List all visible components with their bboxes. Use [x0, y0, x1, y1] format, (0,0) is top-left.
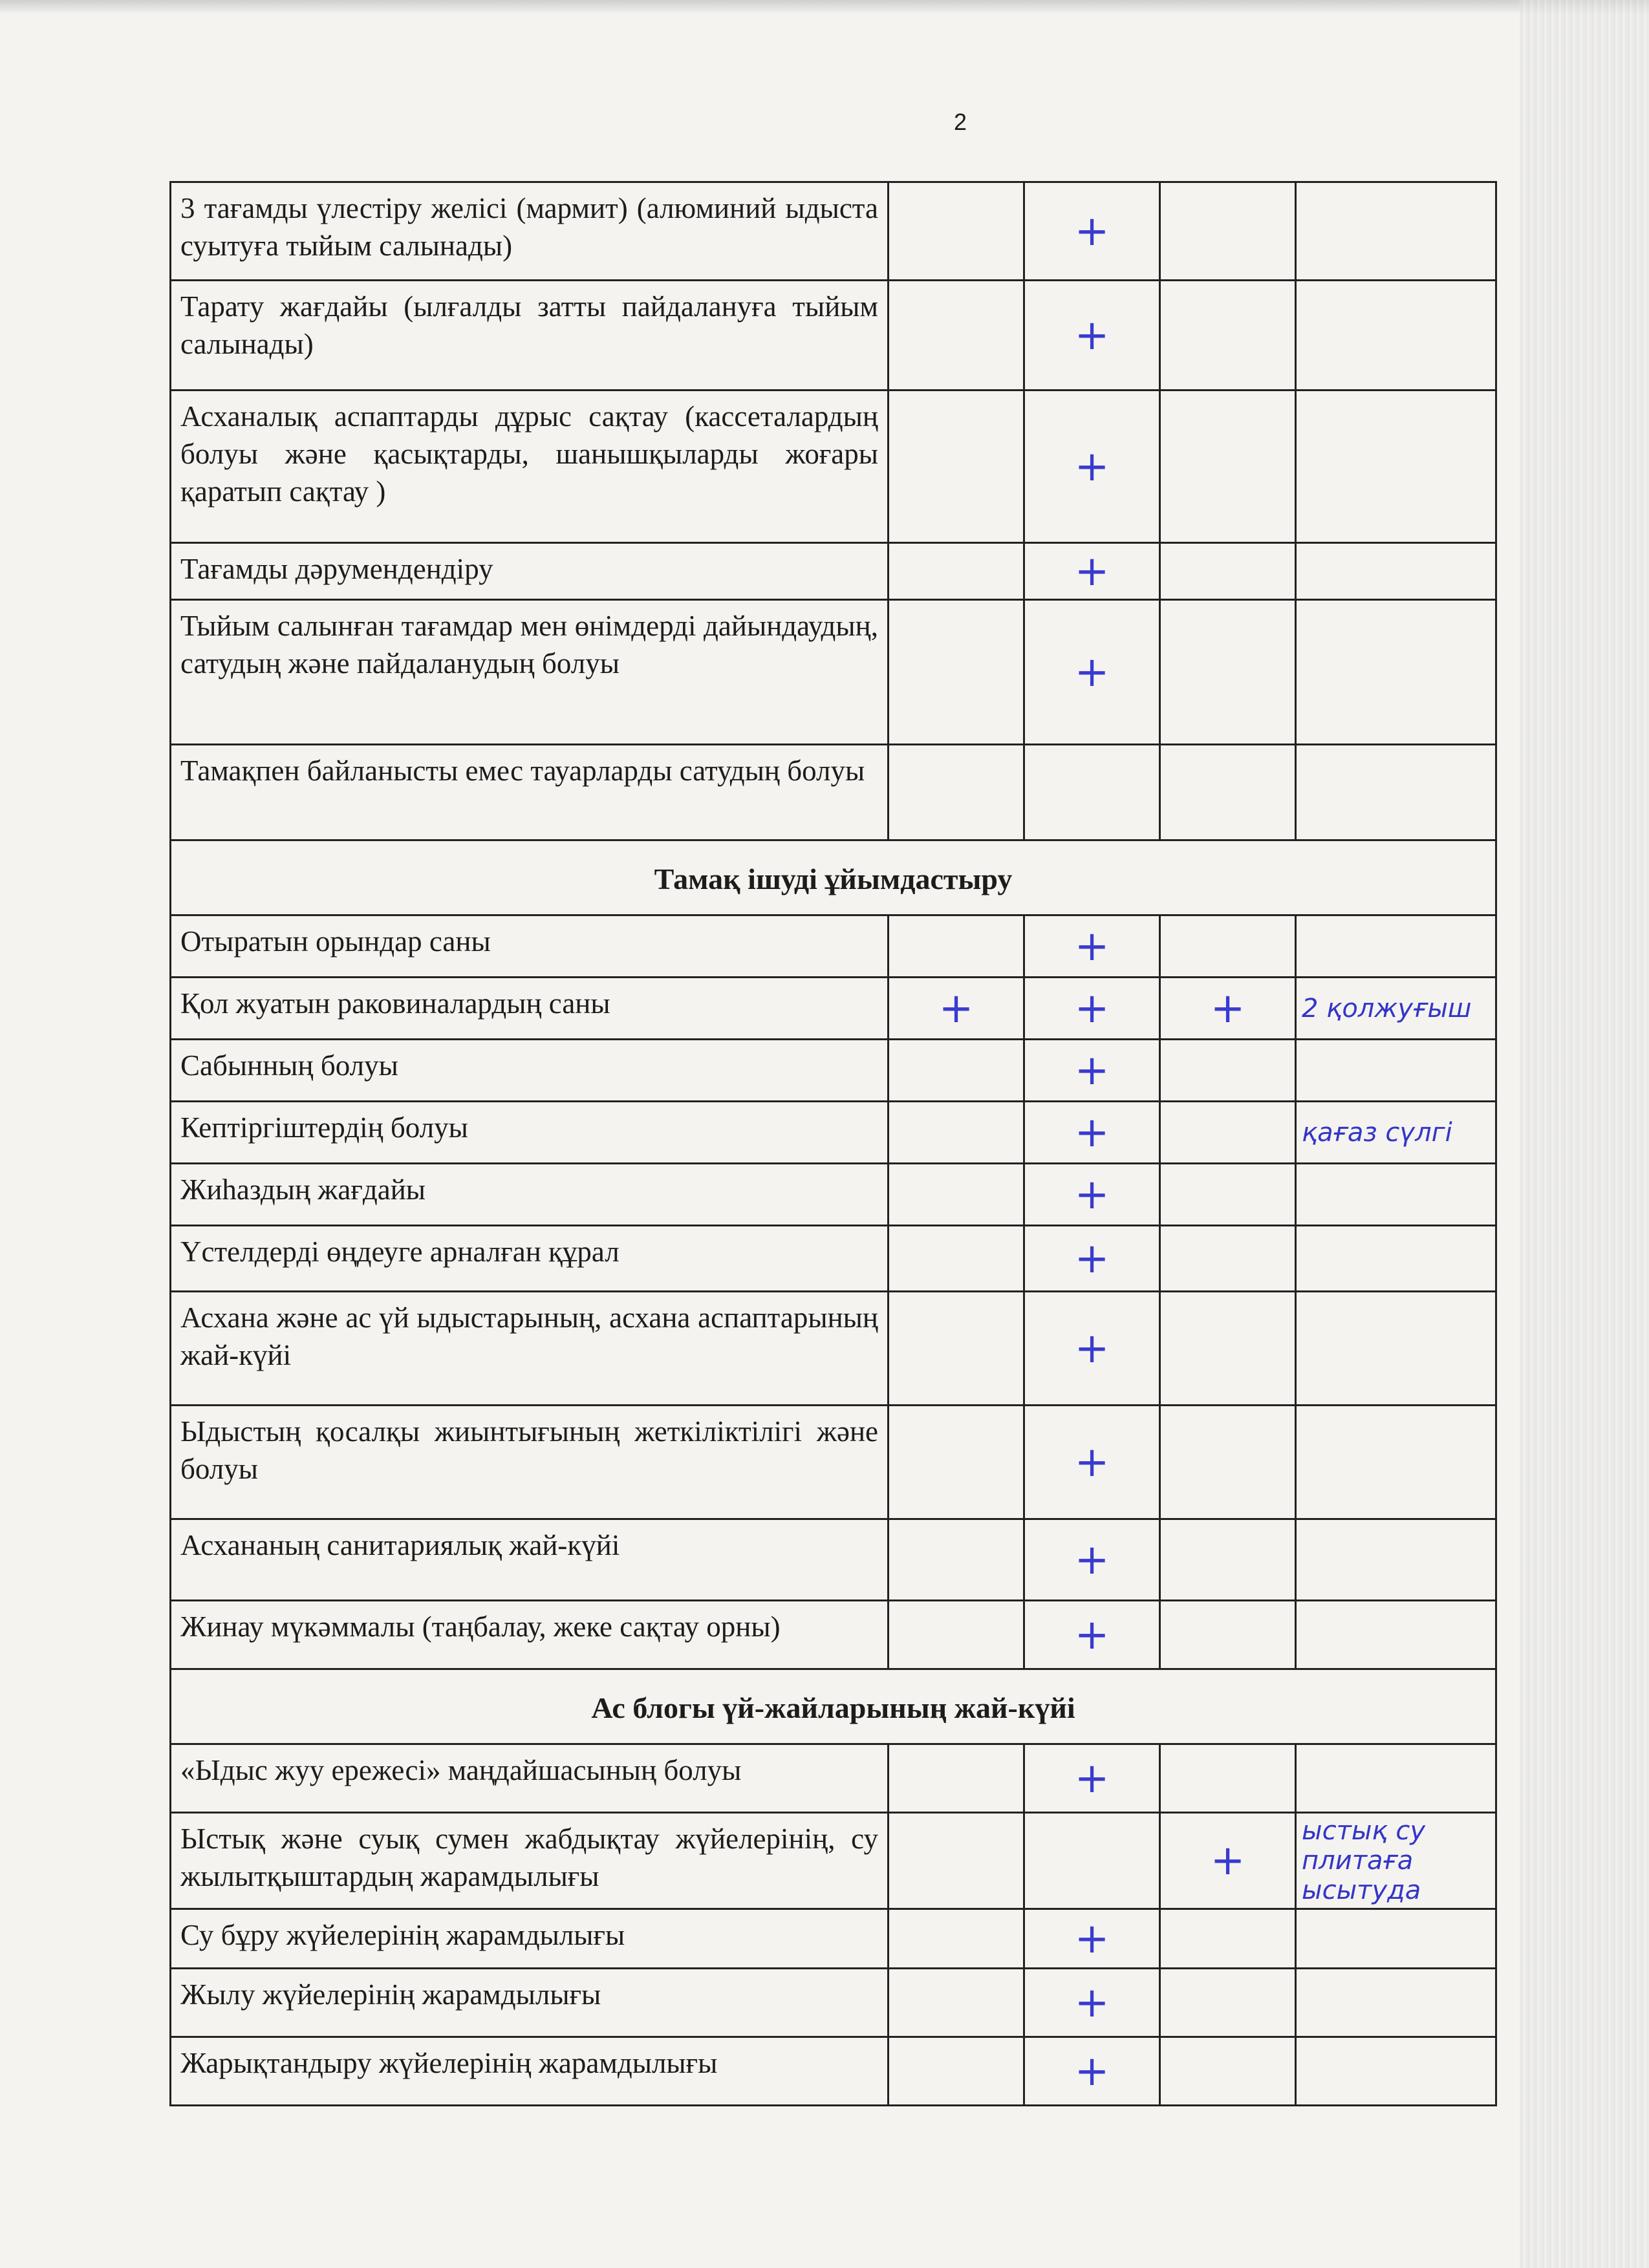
- section-row: [171, 840, 1496, 915]
- criterion-cell: Кептіргіштердің болуы: [171, 1102, 889, 1164]
- table-row: [171, 543, 1496, 600]
- mark-col-1: [889, 1040, 1024, 1102]
- note-cell: [1296, 600, 1496, 745]
- table-row: [171, 1744, 1496, 1813]
- table-row: [171, 1519, 1496, 1601]
- table-row: [171, 182, 1496, 281]
- mark-col-3: [1160, 600, 1296, 745]
- mark-col-1: [889, 600, 1024, 745]
- criterion-cell: Жылу жүйелерінің жарамдылығы: [171, 1969, 889, 2037]
- mark-col-3: [1160, 2037, 1296, 2106]
- note-cell: [1296, 1519, 1496, 1601]
- mark-col-2: +: [1024, 543, 1160, 600]
- mark-col-1: [889, 2037, 1024, 2106]
- note-cell: [1296, 745, 1496, 840]
- table-row: [171, 1909, 1496, 1969]
- note-cell: [1296, 390, 1496, 543]
- mark-col-2: +: [1024, 1226, 1160, 1292]
- mark-col-1: [889, 182, 1024, 281]
- mark-col-1: [889, 745, 1024, 840]
- scan-right-edge: [1520, 0, 1649, 2268]
- mark-col-1: [889, 1102, 1024, 1164]
- mark-col-1: [889, 1406, 1024, 1519]
- section-title-kitchen-premises: Ас блогы үй-жайларының жай-күйі: [171, 1669, 1496, 1744]
- mark-col-3: [1160, 1292, 1296, 1406]
- mark-col-3: [1160, 1164, 1296, 1226]
- table-row: [171, 1040, 1496, 1102]
- criterion-cell: Асхана және ас үй ыдыстарының, асхана аспаптарының жай-күйі: [171, 1292, 889, 1406]
- table-row: [171, 281, 1496, 390]
- note-cell: ыстық су плитаға ысытуда: [1296, 1813, 1496, 1909]
- mark-col-1: [889, 390, 1024, 543]
- mark-col-3: +: [1160, 978, 1296, 1040]
- criterion-cell: Үстелдерді өңдеуге арналған құрал: [171, 1226, 889, 1292]
- table-row: [171, 1601, 1496, 1669]
- criterion-cell: Тамақпен байланысты емес тауарларды сатудың болуы: [171, 745, 889, 840]
- criterion-cell: Сабынның болуы: [171, 1040, 889, 1102]
- mark-col-1: [889, 1813, 1024, 1909]
- mark-col-1: [889, 1164, 1024, 1226]
- note-cell: 2 қолжуғыш: [1296, 978, 1496, 1040]
- table-row: [171, 1813, 1496, 1909]
- criterion-cell: Асхананың санитариялық жай-күйі: [171, 1519, 889, 1601]
- mark-col-2: +: [1024, 1909, 1160, 1969]
- mark-col-3: [1160, 182, 1296, 281]
- mark-col-2: +: [1024, 1406, 1160, 1519]
- criterion-cell: Су бұру жүйелерінің жарамдылығы: [171, 1909, 889, 1969]
- mark-col-2: +: [1024, 1744, 1160, 1813]
- criterion-cell: Қол жуатын раковиналардың саны: [171, 978, 889, 1040]
- mark-col-3: [1160, 390, 1296, 543]
- note-cell: [1296, 915, 1496, 978]
- mark-col-2: +: [1024, 1601, 1160, 1669]
- mark-col-2: +: [1024, 390, 1160, 543]
- mark-col-2: +: [1024, 1969, 1160, 2037]
- mark-col-2: +: [1024, 1102, 1160, 1164]
- mark-col-1: [889, 915, 1024, 978]
- checklist-table: [169, 181, 1497, 2106]
- mark-col-3: +: [1160, 1813, 1296, 1909]
- section-row: [171, 1669, 1496, 1744]
- mark-col-2: +: [1024, 600, 1160, 745]
- note-cell: [1296, 182, 1496, 281]
- criterion-cell: Тағамды дәрумендендіру: [171, 543, 889, 600]
- note-cell: [1296, 543, 1496, 600]
- page-number: 2: [953, 109, 967, 135]
- table-row: [171, 915, 1496, 978]
- mark-col-1: [889, 1601, 1024, 1669]
- note-cell: [1296, 2037, 1496, 2106]
- criterion-cell: Тарату жағдайы (ылғалды затты пайдалануға тыйым салынады): [171, 281, 889, 390]
- mark-col-1: [889, 1292, 1024, 1406]
- mark-col-1: [889, 1226, 1024, 1292]
- criterion-cell: Ыдыстың қосалқы жиынтығының жеткіліктілігі және болуы: [171, 1406, 889, 1519]
- mark-col-2: +: [1024, 281, 1160, 390]
- mark-col-1: +: [889, 978, 1024, 1040]
- table-row: [171, 1102, 1496, 1164]
- table-row: [171, 2037, 1496, 2106]
- criterion-cell: Тыйым салынған тағамдар мен өнімдерді дайындаудың, сатудың және пайдаланудың болуы: [171, 600, 889, 745]
- mark-col-2: [1024, 1813, 1160, 1909]
- note-cell: қағаз сүлгі: [1296, 1102, 1496, 1164]
- scan-top-edge: [0, 0, 1649, 14]
- table-row: [171, 1406, 1496, 1519]
- table-row: [171, 600, 1496, 745]
- criterion-cell: 3 тағамды үлестіру желісі (мармит) (алюминий ыдыста суытуға тыйым салынады): [171, 182, 889, 281]
- mark-col-2: +: [1024, 182, 1160, 281]
- mark-col-1: [889, 1744, 1024, 1813]
- note-cell: [1296, 1406, 1496, 1519]
- table-row: [171, 390, 1496, 543]
- note-cell: [1296, 1969, 1496, 2037]
- mark-col-2: +: [1024, 1519, 1160, 1601]
- note-cell: [1296, 1744, 1496, 1813]
- table-row: [171, 978, 1496, 1040]
- mark-col-2: +: [1024, 1040, 1160, 1102]
- mark-col-1: [889, 1969, 1024, 2037]
- mark-col-2: [1024, 745, 1160, 840]
- table-row: [171, 1292, 1496, 1406]
- note-cell: [1296, 1601, 1496, 1669]
- note-cell: [1296, 1226, 1496, 1292]
- mark-col-2: +: [1024, 2037, 1160, 2106]
- criterion-cell: Жиһаздың жағдайы: [171, 1164, 889, 1226]
- mark-col-3: [1160, 1519, 1296, 1601]
- mark-col-2: +: [1024, 915, 1160, 978]
- mark-col-3: [1160, 745, 1296, 840]
- mark-col-1: [889, 1519, 1024, 1601]
- mark-col-3: [1160, 1909, 1296, 1969]
- table-row: [171, 1164, 1496, 1226]
- criterion-cell: Асханалық аспаптарды дұрыс сақтау (кассеталардың болуы және қасықтарды, шанышқыларды жоғары қаратып сақтау ): [171, 390, 889, 543]
- note-cell: [1296, 281, 1496, 390]
- mark-col-3: [1160, 1406, 1296, 1519]
- mark-col-2: +: [1024, 1164, 1160, 1226]
- criterion-cell: Жарықтандыру жүйелерінің жарамдылығы: [171, 2037, 889, 2106]
- table-row: [171, 1969, 1496, 2037]
- mark-col-2: +: [1024, 1292, 1160, 1406]
- note-cell: [1296, 1909, 1496, 1969]
- mark-col-3: [1160, 1601, 1296, 1669]
- mark-col-3: [1160, 915, 1296, 978]
- mark-col-3: [1160, 1744, 1296, 1813]
- criterion-cell: «Ыдыс жуу ережесі» маңдайшасының болуы: [171, 1744, 889, 1813]
- criterion-cell: Жинау мүкәммалы (таңбалау, жеке сақтау орны): [171, 1601, 889, 1669]
- mark-col-2: +: [1024, 978, 1160, 1040]
- table-row: [171, 745, 1496, 840]
- mark-col-3: [1160, 281, 1296, 390]
- mark-col-1: [889, 281, 1024, 390]
- mark-col-3: [1160, 1040, 1296, 1102]
- note-cell: [1296, 1292, 1496, 1406]
- note-cell: [1296, 1040, 1496, 1102]
- criterion-cell: Ыстық және суық сумен жабдықтау жүйелерінің, су жылытқыштардың жарамдылығы: [171, 1813, 889, 1909]
- note-cell: [1296, 1164, 1496, 1226]
- mark-col-3: [1160, 1226, 1296, 1292]
- mark-col-3: [1160, 1969, 1296, 2037]
- criterion-cell: Отыратын орындар саны: [171, 915, 889, 978]
- mark-col-3: [1160, 1102, 1296, 1164]
- mark-col-1: [889, 1909, 1024, 1969]
- mark-col-1: [889, 543, 1024, 600]
- section-title-meal-organization: Тамақ ішуді ұйымдастыру: [171, 840, 1496, 915]
- mark-col-3: [1160, 543, 1296, 600]
- table-row: [171, 1226, 1496, 1292]
